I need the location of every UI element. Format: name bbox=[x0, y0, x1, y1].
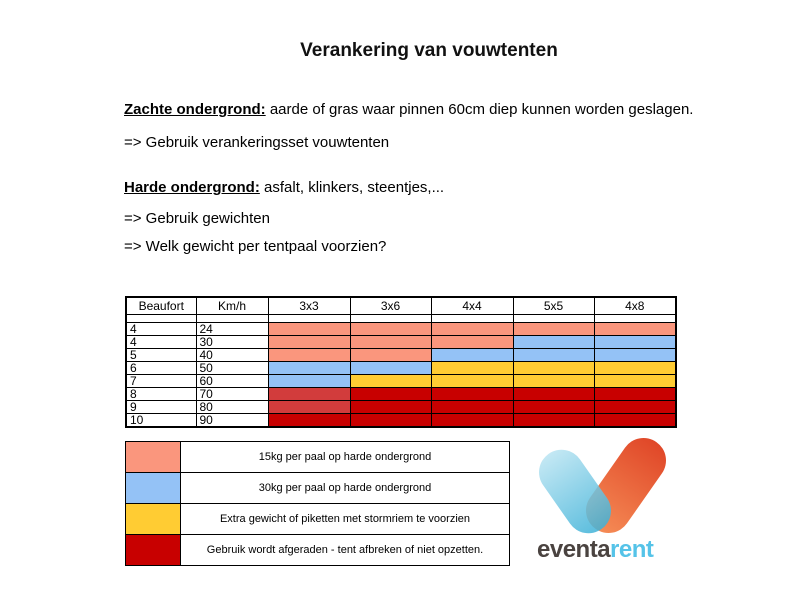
table-row bbox=[126, 361, 676, 374]
wind-cell-4x4 bbox=[431, 387, 513, 400]
soft-ground-bullet: => Gebruik verankeringsset vouwtenten bbox=[124, 134, 390, 151]
legend-swatch-salmon bbox=[126, 442, 181, 473]
spacer-cell bbox=[196, 314, 268, 322]
legend-row bbox=[126, 535, 510, 566]
wind-cell-4x4 bbox=[431, 374, 513, 387]
wind-table bbox=[125, 296, 677, 428]
wind-table-header-row bbox=[126, 297, 676, 314]
hard-ground-heading: Harde ondergrond: bbox=[124, 179, 260, 196]
legend-label: 30kg per paal op harde ondergrond bbox=[181, 473, 510, 504]
legend-row bbox=[126, 473, 510, 504]
hard-ground-line bbox=[124, 179, 444, 196]
wind-cell-3x3 bbox=[268, 413, 350, 427]
column-header-5x5: 5x5 bbox=[513, 297, 594, 314]
wind-cell-3x6 bbox=[350, 413, 431, 427]
wind-cell-4x8 bbox=[594, 361, 676, 374]
column-header-4x8: 4x8 bbox=[594, 297, 676, 314]
wind-cell-5x5 bbox=[513, 374, 594, 387]
logo-word-accent: rent bbox=[610, 536, 654, 563]
legend-row bbox=[126, 504, 510, 535]
wind-cell-5x5 bbox=[513, 348, 594, 361]
kmh-cell: 24 bbox=[196, 322, 268, 335]
wind-cell-3x6 bbox=[350, 387, 431, 400]
column-header-kmh: Km/h bbox=[196, 297, 268, 314]
wind-cell-5x5 bbox=[513, 335, 594, 348]
wind-cell-4x8 bbox=[594, 413, 676, 427]
hard-ground-description: asfalt, klinkers, steentjes,... bbox=[259, 179, 445, 196]
kmh-cell: 30 bbox=[196, 335, 268, 348]
wind-cell-4x4 bbox=[431, 413, 513, 427]
wind-cell-3x6 bbox=[350, 361, 431, 374]
wind-cell-3x3 bbox=[268, 400, 350, 413]
legend-table-body bbox=[126, 442, 510, 566]
spacer-cell bbox=[431, 314, 513, 322]
table-row bbox=[126, 413, 676, 427]
hard-ground-bullet-2: => Welk gewicht per tentpaal voorzien? bbox=[124, 238, 387, 255]
soft-ground-description: aarde of gras waar pinnen 60cm diep kunnen worden geslagen. bbox=[265, 101, 694, 118]
table-row bbox=[126, 374, 676, 387]
beaufort-cell: 8 bbox=[126, 387, 196, 400]
beaufort-cell: 4 bbox=[126, 322, 196, 335]
wind-cell-4x8 bbox=[594, 374, 676, 387]
beaufort-cell: 9 bbox=[126, 400, 196, 413]
wind-cell-4x8 bbox=[594, 335, 676, 348]
table-row bbox=[126, 400, 676, 413]
wind-cell-3x6 bbox=[350, 348, 431, 361]
table-row bbox=[126, 348, 676, 361]
wind-cell-4x4 bbox=[431, 400, 513, 413]
logo-mark bbox=[538, 436, 673, 538]
wind-cell-4x8 bbox=[594, 322, 676, 335]
wind-cell-4x8 bbox=[594, 348, 676, 361]
kmh-cell: 50 bbox=[196, 361, 268, 374]
beaufort-cell: 7 bbox=[126, 374, 196, 387]
legend-swatch-blue bbox=[126, 473, 181, 504]
wind-cell-3x3 bbox=[268, 335, 350, 348]
kmh-cell: 60 bbox=[196, 374, 268, 387]
wind-cell-4x4 bbox=[431, 322, 513, 335]
wind-cell-4x8 bbox=[594, 387, 676, 400]
wind-cell-4x4 bbox=[431, 348, 513, 361]
wind-cell-3x3 bbox=[268, 374, 350, 387]
kmh-cell: 40 bbox=[196, 348, 268, 361]
wind-cell-4x8 bbox=[594, 400, 676, 413]
column-header-3x6: 3x6 bbox=[350, 297, 431, 314]
logo-word-main: eventa bbox=[537, 536, 611, 563]
column-header-4x4: 4x4 bbox=[431, 297, 513, 314]
legend-swatch-red bbox=[126, 535, 181, 566]
wind-cell-3x3 bbox=[268, 361, 350, 374]
spacer-cell bbox=[350, 314, 431, 322]
wind-cell-3x3 bbox=[268, 387, 350, 400]
wind-cell-3x3 bbox=[268, 348, 350, 361]
hard-ground-bullet-1: => Gebruik gewichten bbox=[124, 210, 270, 227]
spacer-cell bbox=[126, 314, 196, 322]
wind-table-body bbox=[126, 314, 676, 427]
wind-cell-5x5 bbox=[513, 413, 594, 427]
column-header-3x3: 3x3 bbox=[268, 297, 350, 314]
wind-cell-5x5 bbox=[513, 387, 594, 400]
logo-wordmark bbox=[537, 536, 653, 564]
table-row bbox=[126, 335, 676, 348]
wind-cell-5x5 bbox=[513, 400, 594, 413]
beaufort-cell: 6 bbox=[126, 361, 196, 374]
table-row bbox=[126, 387, 676, 400]
wind-cell-3x3 bbox=[268, 322, 350, 335]
soft-ground-heading: Zachte ondergrond: bbox=[124, 101, 266, 118]
legend-row bbox=[126, 442, 510, 473]
beaufort-cell: 10 bbox=[126, 413, 196, 427]
beaufort-cell: 4 bbox=[126, 335, 196, 348]
kmh-cell: 70 bbox=[196, 387, 268, 400]
wind-cell-5x5 bbox=[513, 322, 594, 335]
wind-cell-4x4 bbox=[431, 335, 513, 348]
wind-cell-3x6 bbox=[350, 400, 431, 413]
wind-cell-5x5 bbox=[513, 361, 594, 374]
kmh-cell: 90 bbox=[196, 413, 268, 427]
spacer-row bbox=[126, 314, 676, 322]
soft-ground-line bbox=[124, 101, 693, 118]
spacer-cell bbox=[513, 314, 594, 322]
wind-cell-4x4 bbox=[431, 361, 513, 374]
legend-swatch-yellow bbox=[126, 504, 181, 535]
wind-cell-3x6 bbox=[350, 322, 431, 335]
spacer-cell bbox=[594, 314, 676, 322]
page-title: Verankering van vouwtenten bbox=[300, 40, 558, 61]
wind-cell-3x6 bbox=[350, 374, 431, 387]
legend-label: 15kg per paal op harde ondergrond bbox=[181, 442, 510, 473]
beaufort-cell: 5 bbox=[126, 348, 196, 361]
column-header-beaufort: Beaufort bbox=[126, 297, 196, 314]
legend-label: Extra gewicht of piketten met stormriem te voorzien bbox=[181, 504, 510, 535]
spacer-cell bbox=[268, 314, 350, 322]
legend-table bbox=[125, 441, 510, 566]
legend-label: Gebruik wordt afgeraden - tent afbreken of niet opzetten. bbox=[181, 535, 510, 566]
kmh-cell: 80 bbox=[196, 400, 268, 413]
wind-cell-3x6 bbox=[350, 335, 431, 348]
table-row bbox=[126, 322, 676, 335]
